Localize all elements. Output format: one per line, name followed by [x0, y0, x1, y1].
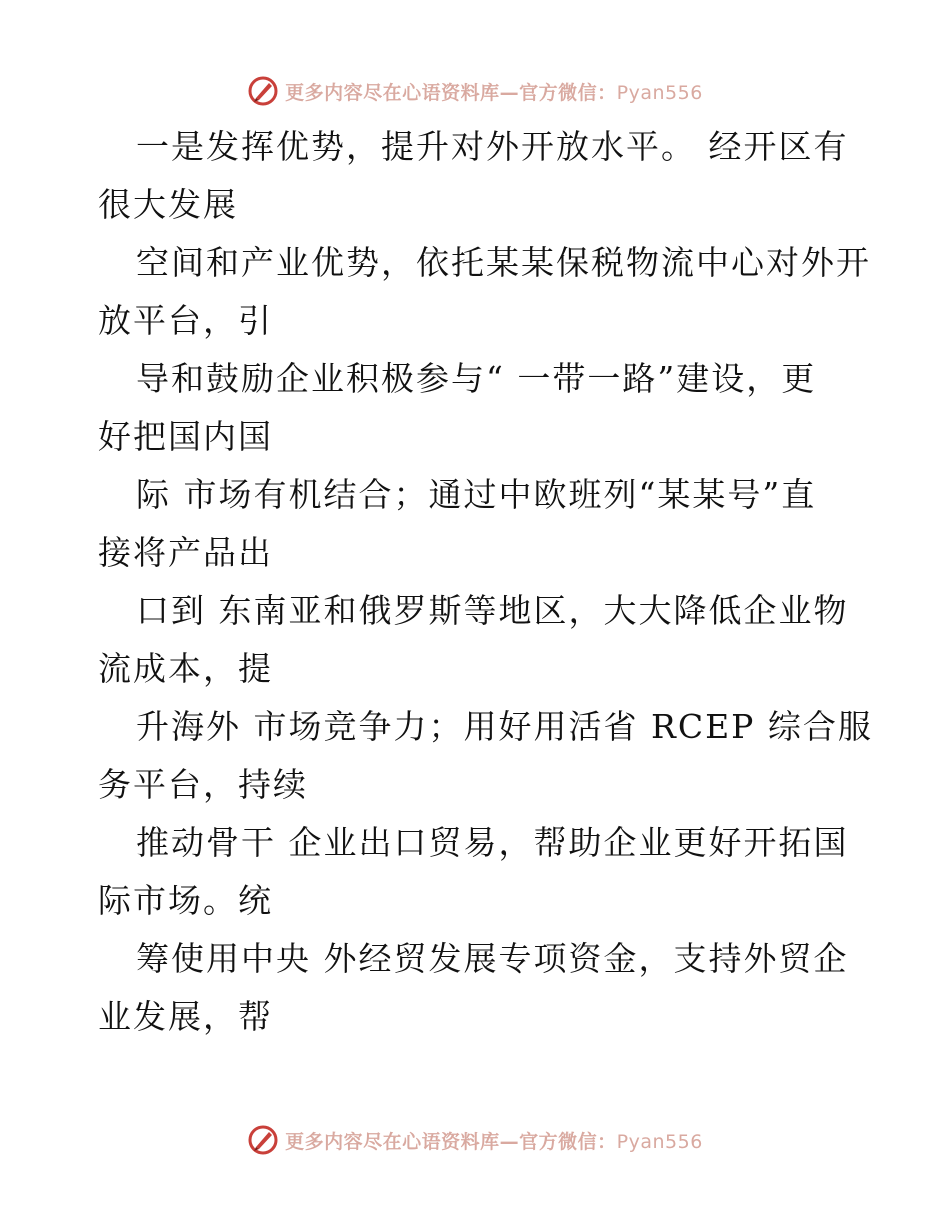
text-line: 一是发挥优势，提升对外开放水平。 经开区有	[136, 127, 849, 166]
text-line: 际 市场有机结合；通过中欧班列“某某号”直	[136, 475, 817, 514]
watermark-text: 更多内容尽在心语资料库—官方微信：Pyan556	[285, 81, 703, 104]
text-line: 筹使用中央 外经贸发展专项资金，支持外贸企	[136, 939, 849, 978]
text-line: 导和鼓励企业积极参与“ 一带一路”建设，更	[136, 359, 817, 398]
header-watermark	[0, 71, 950, 111]
text-line: 接将产品出	[98, 533, 273, 572]
text-line: 流成本，提	[98, 649, 273, 688]
text-line: 推动骨干 企业出口贸易，帮助企业更好开拓国	[136, 823, 849, 862]
text-line: 务平台，持续	[98, 765, 308, 804]
pen-logo-icon	[247, 1124, 279, 1156]
footer-watermark	[0, 1120, 950, 1160]
text-line: 升海外 市场竞争力；用好用活省 RCEP 综合服	[136, 707, 873, 746]
text-line: 口到 东南亚和俄罗斯等地区，大大降低企业物	[136, 591, 849, 630]
document-body	[98, 118, 873, 1046]
text-line: 放平台，引	[98, 301, 273, 340]
text-line: 很大发展	[98, 185, 238, 224]
text-line: 业发展，帮	[98, 997, 273, 1036]
watermark-text: 更多内容尽在心语资料库—官方微信：Pyan556	[285, 1130, 703, 1153]
text-line: 际市场。统	[98, 881, 273, 920]
pen-logo-icon	[247, 75, 279, 107]
text-line: 空间和产业优势，依托某某保税物流中心对外开	[136, 243, 871, 282]
text-line: 好把国内国	[98, 417, 273, 456]
